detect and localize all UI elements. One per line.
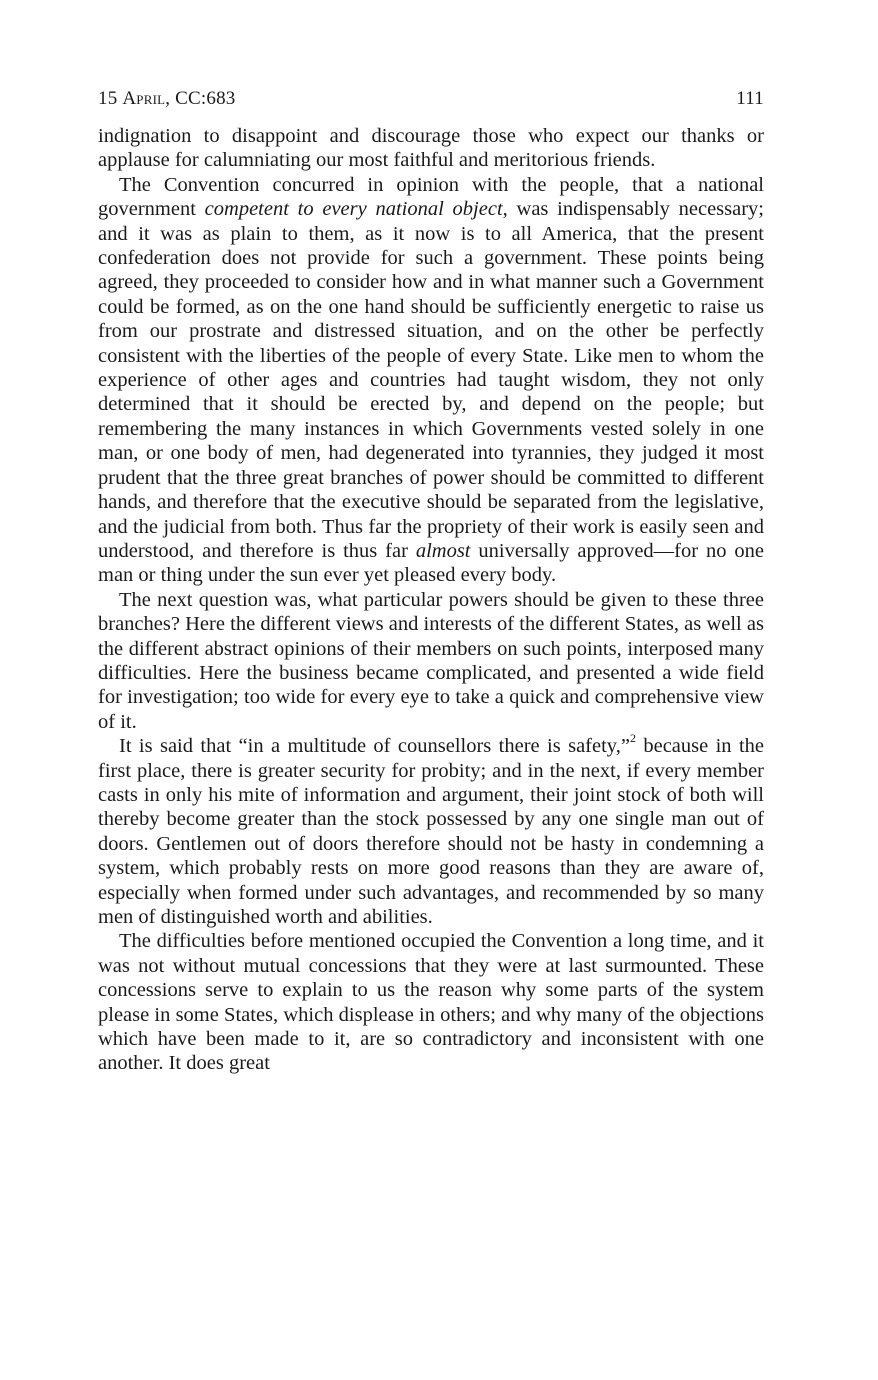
running-head — [98, 88, 764, 110]
header-month: April — [122, 88, 166, 109]
paragraph-text: , was indispensably necessary; and it was as plain to them, as it now is to all America, that the present confederation does not provide for such a government. These points being agreed, they proceeded to consider how and in what manner such a Government could be formed, as on the one hand should be sufficiently energetic to raise us from our prostrate and distressed situation, and on the other be perfectly consistent with the liberties of the people of every State. Like men to whom the experience of other ages and countries had taught wisdom, they not only determined that it should be erected by, and depend on the people; but remembering the many instances in which Governments vested solely in one man, or one body of men, had degenerated into tyrannies, they judged it most prudent that the three great branches of power should be committed to different hands, and therefore that the executive should be separated from the legislative, and the judicial from both. Thus far the propriety of their work is easily seen and understood, and therefore is thus far — [98, 198, 764, 562]
italic-phrase: competent to every national object — [204, 198, 503, 221]
paragraph-text: indignation to disappoint and discourage those who expect our thanks or applause for calumniating our most faithful and meritorious friends. — [98, 125, 764, 172]
footnote-marker[interactable]: 2 — [629, 731, 636, 746]
header-date: 15 — [98, 88, 123, 109]
paragraph-text: It is said that “in a multitude of counsellors there is safety,” — [119, 735, 630, 758]
paragraph-text: because in the first place, there is greater security for probity; and in the next, if every member casts in only his mite of information and argument, their joint stock of both will thereby become greater than the stock possessed by any one single man out of doors. Gentlemen out of doors therefore should not be hasty in condemning a system, which probably rests on more good reasons than they are aware of, especially when formed under such advantages, and recommended by so many men of distinguished worth and abilities. — [98, 735, 764, 928]
paragraph — [98, 588, 764, 734]
paragraph — [98, 173, 764, 588]
document-page — [98, 88, 764, 1076]
running-head-left — [98, 88, 236, 110]
paragraph — [98, 731, 764, 929]
paragraph-text: The difficulties before mentioned occupied the Convention a long time, and it was not without mutual concessions that they were at last surmounted. These concessions serve to explain to us the reason why some parts of the system please in some States, which displease in others; and why many of the objections which have been made to it, are so contradictory and inconsistent with one another. It does great — [98, 930, 764, 1075]
paragraph-text: universally approved—for no one man or thing under the sun ever yet pleased every body. — [98, 539, 764, 587]
paragraph-text: The Convention concurred in opinion with the people, that a national government — [98, 173, 764, 221]
paragraph — [98, 124, 764, 173]
body-text — [98, 124, 764, 1076]
paragraph-text: The next question was, what particular powers should be given to these three branches? Here the different views and interests of the different States, as well as the different abstract opinions of their members on such points, interposed many difficulties. Here the business became complicated, and presented a wide field for investigation; too wide for every eye to take a quick and comprehensive view of it. — [98, 588, 764, 733]
italic-word: almost — [415, 539, 471, 562]
header-reference: , CC:683 — [165, 88, 236, 109]
paragraph — [98, 929, 764, 1075]
page-number: 111 — [736, 88, 764, 109]
